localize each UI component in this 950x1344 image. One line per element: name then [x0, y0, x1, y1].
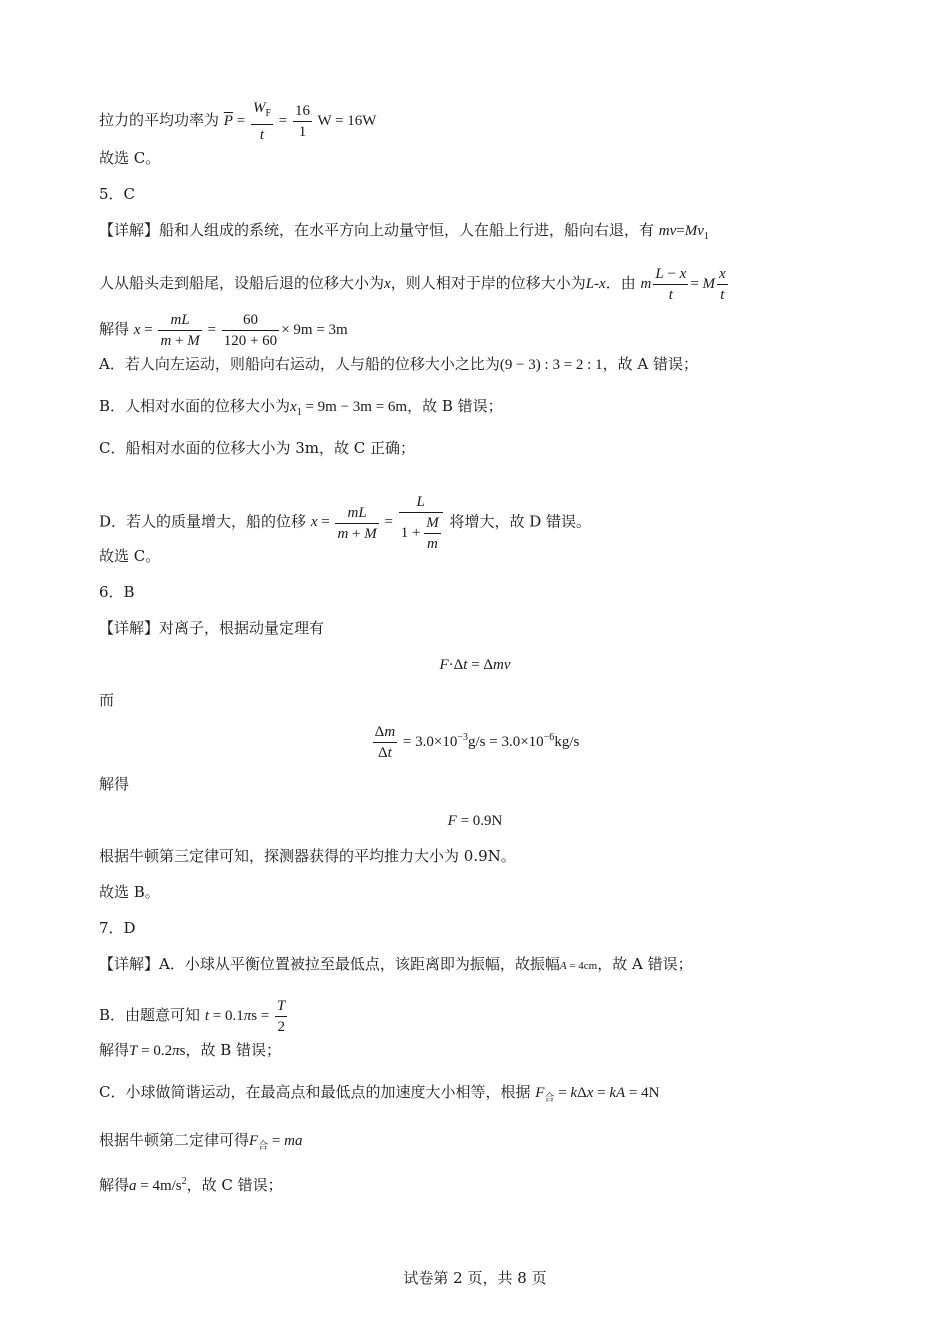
text: ，故 A 错误； [602, 355, 698, 373]
formula: x = $\frac{mL}{m + M}$ = $\frac{60}{120 + 60}$ × 9m = 3m [133, 312, 348, 349]
text-line [99, 1040, 281, 1061]
text-line: C．船相对水面的位移大小为 3m，故 C 正确； [99, 439, 416, 457]
text: 根据牛顿第二定律可得 [99, 1131, 250, 1149]
text-line: 【详解】对离子，根据动量定理有 [99, 619, 325, 637]
formula: $\overline{P}$ = $\frac{W_F}{t}$ = $\frac{16}{1}$ W = 16W [223, 100, 377, 143]
text: ，故 B 错误； [185, 1041, 281, 1059]
question-number: 7．D [99, 919, 136, 937]
text: B．人相对水面的位移大小为 [99, 397, 291, 415]
text-line: 而 [99, 691, 115, 709]
text: 【详解】A．小球从平衡位置被拉至最低点，该距离即为振幅，故振幅 [99, 955, 560, 973]
formula: $mv=Mv_1$ [658, 223, 709, 242]
text-line: 故选 C。 [99, 149, 161, 167]
text-line: 解得 [99, 775, 130, 793]
formula: x = $\frac{mL}{m + M}$ = L 1 + $\frac{M}{m}$ [311, 514, 445, 530]
text: ．由 [605, 273, 636, 292]
text: 【详解】船和人组成的系统，在水平方向上动量守恒，人在船上行进，船向右退，有 [99, 221, 655, 239]
text-line: 根据牛顿第三定律可知，探测器获得的平均推力大小为 0.9N。 [99, 847, 516, 865]
text: B．由题意可知 [99, 1005, 201, 1024]
question-number: 6．B [99, 583, 135, 601]
text-line [99, 1082, 660, 1109]
text-line [99, 220, 709, 247]
text: 人从船头走到船尾，设船后退的位移大小为 [99, 273, 385, 292]
formula: $x_1 = 9m - 3m = 6m$ [290, 399, 408, 418]
text: 解得 [99, 319, 130, 338]
formula-centered: F·Δt = Δmv [439, 657, 511, 673]
question-number: 5．C [99, 185, 136, 203]
formula-centered: F = 0.9N [447, 813, 503, 829]
formula: T = 0.2πs [129, 1043, 186, 1059]
text: ，故 B 错误； [407, 397, 503, 415]
text: ，故 A 错误； [597, 955, 693, 973]
text-line [99, 1130, 303, 1157]
text: 将增大，故 D 错误。 [449, 512, 592, 531]
formula: t = 0.1πs = $\frac{T}{2}$ [204, 998, 286, 1035]
text: 解得 [99, 1041, 130, 1059]
text: D．若人的质量增大，船的位移 [99, 512, 307, 531]
text: 拉力的平均功率为 [99, 110, 220, 129]
text-line: 人从船头走到船尾，设船后退的位移大小为x，则人相对于岸的位移大小为L-x．由 m $\frac{L - x}{t}$ = M $\frac{x}{t}$ [99, 264, 730, 305]
text: 解得 [99, 1176, 130, 1194]
text-line [99, 310, 348, 351]
formula: A = 4cm [559, 960, 598, 972]
text-line [99, 396, 503, 423]
text-line [99, 492, 591, 554]
text: ，故 C 错误； [186, 1176, 283, 1194]
page-footer: 试卷第 2 页，共 8 页 [403, 1269, 547, 1287]
text-line [99, 354, 698, 375]
text-line: 故选 C。 [99, 547, 161, 565]
formula: m $\frac{L - x}{t}$ = M $\frac{x}{t}$ [640, 266, 726, 303]
formula: $F_合$ = ma [249, 1133, 303, 1152]
text-line [99, 954, 693, 976]
formula: $a = 4m/s^2$ [129, 1176, 187, 1194]
formula: $F_合 = k\Delta x$ = kA = 4N [535, 1085, 660, 1104]
text-line [99, 1172, 283, 1196]
formula: (9 − 3) : 3 = 2 : 1 [499, 357, 603, 373]
text-line [99, 98, 376, 145]
text: C．小球做简谐运动，在最高点和最低点的加速度大小相等，根据 [99, 1083, 531, 1101]
text-line [99, 996, 289, 1037]
text: A．若人向左运动，则船向右运动，人与船的位移大小之比为 [99, 355, 500, 373]
text: ，则人相对于岸的位移大小为 [390, 273, 586, 292]
text-line: 故选 B。 [99, 883, 160, 901]
formula-centered: $\frac{\Delta m}{\Delta t}$ = $3.0\times 10^{-3}g/s = 3.0\times 10^{-6}kg/s$ [374, 724, 580, 761]
